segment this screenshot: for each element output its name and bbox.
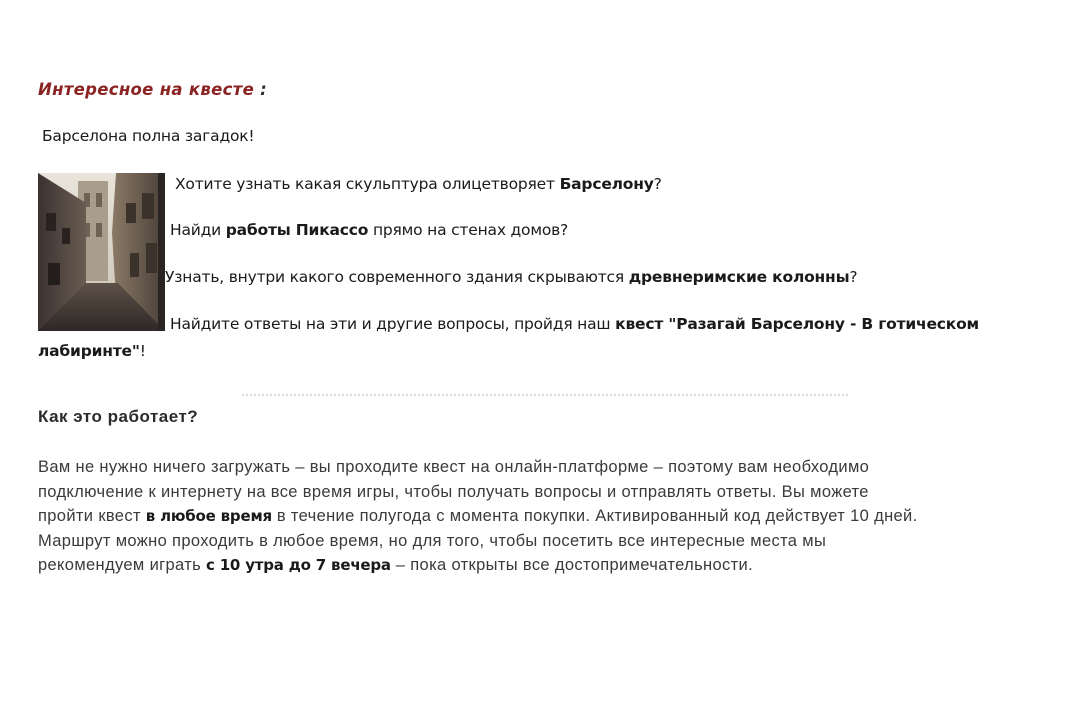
paragraph-line: рекомендуем играть с 10 утра до 7 вечера – пока открыты все достопримечательности. [38,556,754,574]
paragraph-line: пройти квест в любое время в течение полугода с момента покупки. Активированный код действует 10 дней. [38,507,918,525]
how-it-works-paragraph [38,455,1048,578]
question-picasso: Найди работы Пикассо прямо на стенах домов? [170,221,569,239]
how-it-works-title: Как это работает? [38,407,199,426]
any-time-emphasis: в любое время [145,507,272,525]
question-sculpture: Хотите узнать какая скульптура олицетворяет Барселону? [175,175,662,193]
dotted-divider [242,394,848,396]
section-heading: Интересное на квесте : [38,80,268,99]
play-hours-emphasis: с 10 утра до 7 вечера [205,556,391,574]
intro-text: Барселона полна загадок! [42,127,255,145]
barcelona-street-photo [38,173,165,331]
paragraph-line: Маршрут можно проходить в любое время, но для того, чтобы посетить все интересные места мы [38,531,827,550]
paragraph-line: подключение к интернету на все время игры, чтобы получать вопросы и отправлять ответы. Вы можете [38,482,869,501]
question-quest-cta-continued: лабиринте"! [38,342,146,360]
paragraph-line: Вам не нужно ничего загружать – вы проходите квест на онлайн-платформе – поэтому вам необходимо [38,458,870,476]
question-roman-columns: Узнать, внутри какого современного здания скрываются древнеримские колонны? [165,268,858,286]
question-quest-cta: Найдите ответы на эти и другие вопросы, пройдя наш квест "Разагай Барселону - В готическом [170,315,979,333]
